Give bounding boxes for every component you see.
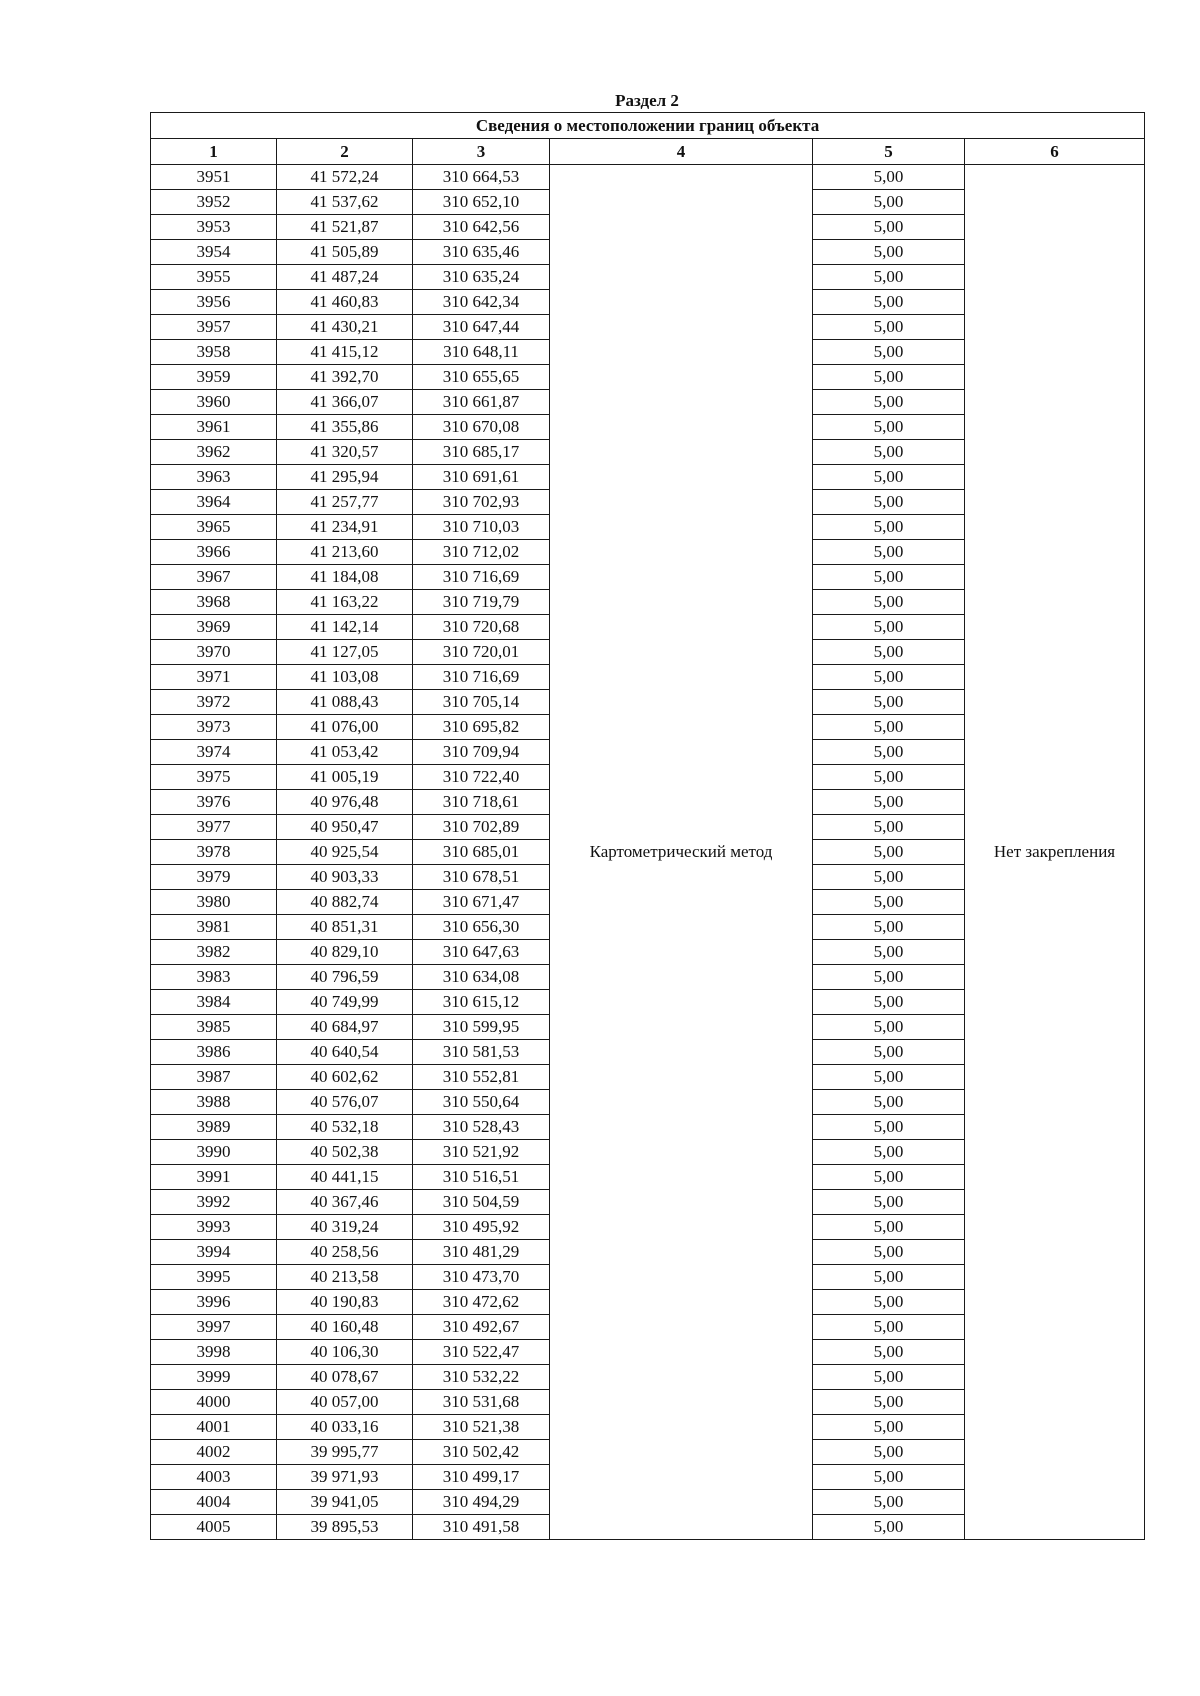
section-title: Раздел 2: [615, 91, 679, 110]
point-number-cell: 3970: [151, 640, 277, 665]
precision-cell: 5,00: [813, 365, 965, 390]
fixation-cell: Нет закрепления: [965, 165, 1145, 1540]
table-caption-row: [151, 113, 1145, 139]
x-coordinate-cell: 41 005,19: [277, 765, 413, 790]
y-coordinate-cell: 310 691,61: [413, 465, 550, 490]
precision-cell: 5,00: [813, 265, 965, 290]
y-coordinate-cell: 310 532,22: [413, 1365, 550, 1390]
y-coordinate-cell: 310 702,93: [413, 490, 550, 515]
point-number-cell: 3964: [151, 490, 277, 515]
y-coordinate-cell: 310 664,53: [413, 165, 550, 190]
precision-cell: 5,00: [813, 1165, 965, 1190]
point-number-cell: 3996: [151, 1290, 277, 1315]
y-coordinate-cell: 310 642,34: [413, 290, 550, 315]
point-number-cell: 3961: [151, 415, 277, 440]
y-coordinate-cell: 310 718,61: [413, 790, 550, 815]
y-coordinate-cell: 310 647,63: [413, 940, 550, 965]
point-number-cell: 3984: [151, 990, 277, 1015]
x-coordinate-cell: 40 903,33: [277, 865, 413, 890]
x-coordinate-cell: 40 213,58: [277, 1265, 413, 1290]
precision-cell: 5,00: [813, 315, 965, 340]
y-coordinate-cell: 310 685,17: [413, 440, 550, 465]
point-number-cell: 3955: [151, 265, 277, 290]
x-coordinate-cell: 41 572,24: [277, 165, 413, 190]
precision-cell: 5,00: [813, 540, 965, 565]
point-number-cell: 3952: [151, 190, 277, 215]
y-coordinate-cell: 310 671,47: [413, 890, 550, 915]
x-coordinate-cell: 40 829,10: [277, 940, 413, 965]
y-coordinate-cell: 310 495,92: [413, 1215, 550, 1240]
point-number-cell: 4005: [151, 1515, 277, 1540]
x-coordinate-cell: 41 076,00: [277, 715, 413, 740]
y-coordinate-cell: 310 712,02: [413, 540, 550, 565]
point-number-cell: 3980: [151, 890, 277, 915]
precision-cell: 5,00: [813, 640, 965, 665]
x-coordinate-cell: 41 355,86: [277, 415, 413, 440]
y-coordinate-cell: 310 550,64: [413, 1090, 550, 1115]
point-number-cell: 3974: [151, 740, 277, 765]
y-coordinate-cell: 310 720,01: [413, 640, 550, 665]
point-number-cell: 3960: [151, 390, 277, 415]
point-number-cell: 3983: [151, 965, 277, 990]
y-coordinate-cell: 310 648,11: [413, 340, 550, 365]
x-coordinate-cell: 40 502,38: [277, 1140, 413, 1165]
x-coordinate-cell: 40 749,99: [277, 990, 413, 1015]
y-coordinate-cell: 310 635,46: [413, 240, 550, 265]
x-coordinate-cell: 40 882,74: [277, 890, 413, 915]
precision-cell: 5,00: [813, 990, 965, 1015]
point-number-cell: 3969: [151, 615, 277, 640]
y-coordinate-cell: 310 709,94: [413, 740, 550, 765]
y-coordinate-cell: 310 678,51: [413, 865, 550, 890]
x-coordinate-cell: 41 184,08: [277, 565, 413, 590]
x-coordinate-cell: 41 537,62: [277, 190, 413, 215]
precision-cell: 5,00: [813, 1315, 965, 1340]
x-coordinate-cell: 40 640,54: [277, 1040, 413, 1065]
x-coordinate-cell: 41 505,89: [277, 240, 413, 265]
precision-cell: 5,00: [813, 1065, 965, 1090]
precision-cell: 5,00: [813, 690, 965, 715]
table-caption: Сведения о местоположении границ объекта: [151, 113, 1145, 139]
y-coordinate-cell: 310 499,17: [413, 1465, 550, 1490]
y-coordinate-cell: 310 522,47: [413, 1340, 550, 1365]
y-coordinate-cell: 310 710,03: [413, 515, 550, 540]
y-coordinate-cell: 310 722,40: [413, 765, 550, 790]
precision-cell: 5,00: [813, 515, 965, 540]
y-coordinate-cell: 310 472,62: [413, 1290, 550, 1315]
x-coordinate-cell: 40 078,67: [277, 1365, 413, 1390]
x-coordinate-cell: 41 487,24: [277, 265, 413, 290]
y-coordinate-cell: 310 716,69: [413, 665, 550, 690]
x-coordinate-cell: 40 160,48: [277, 1315, 413, 1340]
x-coordinate-cell: 40 684,97: [277, 1015, 413, 1040]
point-number-cell: 3976: [151, 790, 277, 815]
precision-cell: 5,00: [813, 1340, 965, 1365]
point-number-cell: 3959: [151, 365, 277, 390]
precision-cell: 5,00: [813, 215, 965, 240]
y-coordinate-cell: 310 719,79: [413, 590, 550, 615]
precision-cell: 5,00: [813, 1240, 965, 1265]
point-number-cell: 3998: [151, 1340, 277, 1365]
y-coordinate-cell: 310 494,29: [413, 1490, 550, 1515]
precision-cell: 5,00: [813, 1490, 965, 1515]
precision-cell: 5,00: [813, 1365, 965, 1390]
precision-cell: 5,00: [813, 340, 965, 365]
point-number-cell: 3991: [151, 1165, 277, 1190]
precision-cell: 5,00: [813, 240, 965, 265]
precision-cell: 5,00: [813, 440, 965, 465]
y-coordinate-cell: 310 685,01: [413, 840, 550, 865]
precision-cell: 5,00: [813, 1465, 965, 1490]
point-number-cell: 4000: [151, 1390, 277, 1415]
precision-cell: 5,00: [813, 1115, 965, 1140]
column-header: 2: [277, 139, 413, 165]
precision-cell: 5,00: [813, 465, 965, 490]
y-coordinate-cell: 310 491,58: [413, 1515, 550, 1540]
point-number-cell: 3989: [151, 1115, 277, 1140]
point-number-cell: 3971: [151, 665, 277, 690]
point-number-cell: 3982: [151, 940, 277, 965]
y-coordinate-cell: 310 528,43: [413, 1115, 550, 1140]
precision-cell: 5,00: [813, 1290, 965, 1315]
precision-cell: 5,00: [813, 1440, 965, 1465]
x-coordinate-cell: 39 971,93: [277, 1465, 413, 1490]
precision-cell: 5,00: [813, 840, 965, 865]
point-number-cell: 3962: [151, 440, 277, 465]
x-coordinate-cell: 41 257,77: [277, 490, 413, 515]
y-coordinate-cell: 310 720,68: [413, 615, 550, 640]
x-coordinate-cell: 40 190,83: [277, 1290, 413, 1315]
precision-cell: 5,00: [813, 965, 965, 990]
point-number-cell: 4003: [151, 1465, 277, 1490]
point-number-cell: 3997: [151, 1315, 277, 1340]
x-coordinate-cell: 41 320,57: [277, 440, 413, 465]
y-coordinate-cell: 310 615,12: [413, 990, 550, 1015]
point-number-cell: 3977: [151, 815, 277, 840]
x-coordinate-cell: 39 941,05: [277, 1490, 413, 1515]
precision-cell: 5,00: [813, 815, 965, 840]
x-coordinate-cell: 41 521,87: [277, 215, 413, 240]
point-number-cell: 3995: [151, 1265, 277, 1290]
point-number-cell: 4002: [151, 1440, 277, 1465]
point-number-cell: 3986: [151, 1040, 277, 1065]
point-number-cell: 3958: [151, 340, 277, 365]
y-coordinate-cell: 310 516,51: [413, 1165, 550, 1190]
x-coordinate-cell: 40 319,24: [277, 1215, 413, 1240]
y-coordinate-cell: 310 599,95: [413, 1015, 550, 1040]
column-header: 4: [550, 139, 813, 165]
precision-cell: 5,00: [813, 665, 965, 690]
x-coordinate-cell: 41 142,14: [277, 615, 413, 640]
y-coordinate-cell: 310 695,82: [413, 715, 550, 740]
x-coordinate-cell: 40 976,48: [277, 790, 413, 815]
x-coordinate-cell: 41 163,22: [277, 590, 413, 615]
y-coordinate-cell: 310 552,81: [413, 1065, 550, 1090]
x-coordinate-cell: 39 995,77: [277, 1440, 413, 1465]
point-number-cell: 3999: [151, 1365, 277, 1390]
y-coordinate-cell: 310 635,24: [413, 265, 550, 290]
point-number-cell: 3979: [151, 865, 277, 890]
precision-cell: 5,00: [813, 865, 965, 890]
precision-cell: 5,00: [813, 790, 965, 815]
precision-cell: 5,00: [813, 940, 965, 965]
precision-cell: 5,00: [813, 1040, 965, 1065]
precision-cell: 5,00: [813, 915, 965, 940]
point-number-cell: 3966: [151, 540, 277, 565]
point-number-cell: 3988: [151, 1090, 277, 1115]
x-coordinate-cell: 41 295,94: [277, 465, 413, 490]
x-coordinate-cell: 40 367,46: [277, 1190, 413, 1215]
y-coordinate-cell: 310 642,56: [413, 215, 550, 240]
x-coordinate-cell: 40 057,00: [277, 1390, 413, 1415]
y-coordinate-cell: 310 647,44: [413, 315, 550, 340]
precision-cell: 5,00: [813, 415, 965, 440]
x-coordinate-cell: 40 602,62: [277, 1065, 413, 1090]
x-coordinate-cell: 41 234,91: [277, 515, 413, 540]
x-coordinate-cell: 40 796,59: [277, 965, 413, 990]
x-coordinate-cell: 40 033,16: [277, 1415, 413, 1440]
x-coordinate-cell: 40 106,30: [277, 1340, 413, 1365]
point-number-cell: 3972: [151, 690, 277, 715]
table-row: [151, 165, 1145, 190]
y-coordinate-cell: 310 702,89: [413, 815, 550, 840]
point-number-cell: 4001: [151, 1415, 277, 1440]
y-coordinate-cell: 310 481,29: [413, 1240, 550, 1265]
x-coordinate-cell: 41 103,08: [277, 665, 413, 690]
point-number-cell: 3993: [151, 1215, 277, 1240]
precision-cell: 5,00: [813, 765, 965, 790]
x-coordinate-cell: 40 950,47: [277, 815, 413, 840]
y-coordinate-cell: 310 492,67: [413, 1315, 550, 1340]
precision-cell: 5,00: [813, 1415, 965, 1440]
y-coordinate-cell: 310 716,69: [413, 565, 550, 590]
precision-cell: 5,00: [813, 1015, 965, 1040]
precision-cell: 5,00: [813, 890, 965, 915]
column-header: 3: [413, 139, 550, 165]
point-number-cell: 3967: [151, 565, 277, 590]
x-coordinate-cell: 40 441,15: [277, 1165, 413, 1190]
y-coordinate-cell: 310 581,53: [413, 1040, 550, 1065]
y-coordinate-cell: 310 670,08: [413, 415, 550, 440]
x-coordinate-cell: 41 127,05: [277, 640, 413, 665]
y-coordinate-cell: 310 634,08: [413, 965, 550, 990]
y-coordinate-cell: 310 504,59: [413, 1190, 550, 1215]
precision-cell: 5,00: [813, 615, 965, 640]
x-coordinate-cell: 40 532,18: [277, 1115, 413, 1140]
precision-cell: 5,00: [813, 1515, 965, 1540]
point-number-cell: 3985: [151, 1015, 277, 1040]
precision-cell: 5,00: [813, 490, 965, 515]
precision-cell: 5,00: [813, 1140, 965, 1165]
point-number-cell: 3973: [151, 715, 277, 740]
x-coordinate-cell: 41 366,07: [277, 390, 413, 415]
point-number-cell: 3968: [151, 590, 277, 615]
precision-cell: 5,00: [813, 390, 965, 415]
point-number-cell: 3965: [151, 515, 277, 540]
x-coordinate-cell: 41 088,43: [277, 690, 413, 715]
point-number-cell: 3981: [151, 915, 277, 940]
y-coordinate-cell: 310 531,68: [413, 1390, 550, 1415]
precision-cell: 5,00: [813, 290, 965, 315]
column-header: 6: [965, 139, 1145, 165]
y-coordinate-cell: 310 473,70: [413, 1265, 550, 1290]
column-header: 5: [813, 139, 965, 165]
column-header: 1: [151, 139, 277, 165]
precision-cell: 5,00: [813, 190, 965, 215]
boundary-table: [150, 112, 1145, 1540]
point-number-cell: 3963: [151, 465, 277, 490]
precision-cell: 5,00: [813, 590, 965, 615]
point-number-cell: 3951: [151, 165, 277, 190]
precision-cell: 5,00: [813, 740, 965, 765]
x-coordinate-cell: 39 895,53: [277, 1515, 413, 1540]
x-coordinate-cell: 40 576,07: [277, 1090, 413, 1115]
column-header-row: [151, 139, 1145, 165]
point-number-cell: 3953: [151, 215, 277, 240]
y-coordinate-cell: 310 502,42: [413, 1440, 550, 1465]
boundary-table-body: [151, 113, 1145, 1540]
precision-cell: 5,00: [813, 1190, 965, 1215]
x-coordinate-cell: 41 415,12: [277, 340, 413, 365]
point-number-cell: 3956: [151, 290, 277, 315]
point-number-cell: 3975: [151, 765, 277, 790]
x-coordinate-cell: 40 851,31: [277, 915, 413, 940]
x-coordinate-cell: 40 925,54: [277, 840, 413, 865]
x-coordinate-cell: 40 258,56: [277, 1240, 413, 1265]
point-number-cell: 4004: [151, 1490, 277, 1515]
precision-cell: 5,00: [813, 1390, 965, 1415]
y-coordinate-cell: 310 661,87: [413, 390, 550, 415]
precision-cell: 5,00: [813, 565, 965, 590]
x-coordinate-cell: 41 392,70: [277, 365, 413, 390]
point-number-cell: 3954: [151, 240, 277, 265]
method-cell: Картометрический метод: [550, 165, 813, 1540]
x-coordinate-cell: 41 053,42: [277, 740, 413, 765]
y-coordinate-cell: 310 521,38: [413, 1415, 550, 1440]
y-coordinate-cell: 310 521,92: [413, 1140, 550, 1165]
x-coordinate-cell: 41 460,83: [277, 290, 413, 315]
point-number-cell: 3987: [151, 1065, 277, 1090]
precision-cell: 5,00: [813, 1265, 965, 1290]
precision-cell: 5,00: [813, 1090, 965, 1115]
precision-cell: 5,00: [813, 165, 965, 190]
point-number-cell: 3994: [151, 1240, 277, 1265]
point-number-cell: 3957: [151, 315, 277, 340]
y-coordinate-cell: 310 652,10: [413, 190, 550, 215]
x-coordinate-cell: 41 430,21: [277, 315, 413, 340]
y-coordinate-cell: 310 705,14: [413, 690, 550, 715]
x-coordinate-cell: 41 213,60: [277, 540, 413, 565]
point-number-cell: 3978: [151, 840, 277, 865]
y-coordinate-cell: 310 655,65: [413, 365, 550, 390]
point-number-cell: 3990: [151, 1140, 277, 1165]
y-coordinate-cell: 310 656,30: [413, 915, 550, 940]
precision-cell: 5,00: [813, 715, 965, 740]
precision-cell: 5,00: [813, 1215, 965, 1240]
point-number-cell: 3992: [151, 1190, 277, 1215]
